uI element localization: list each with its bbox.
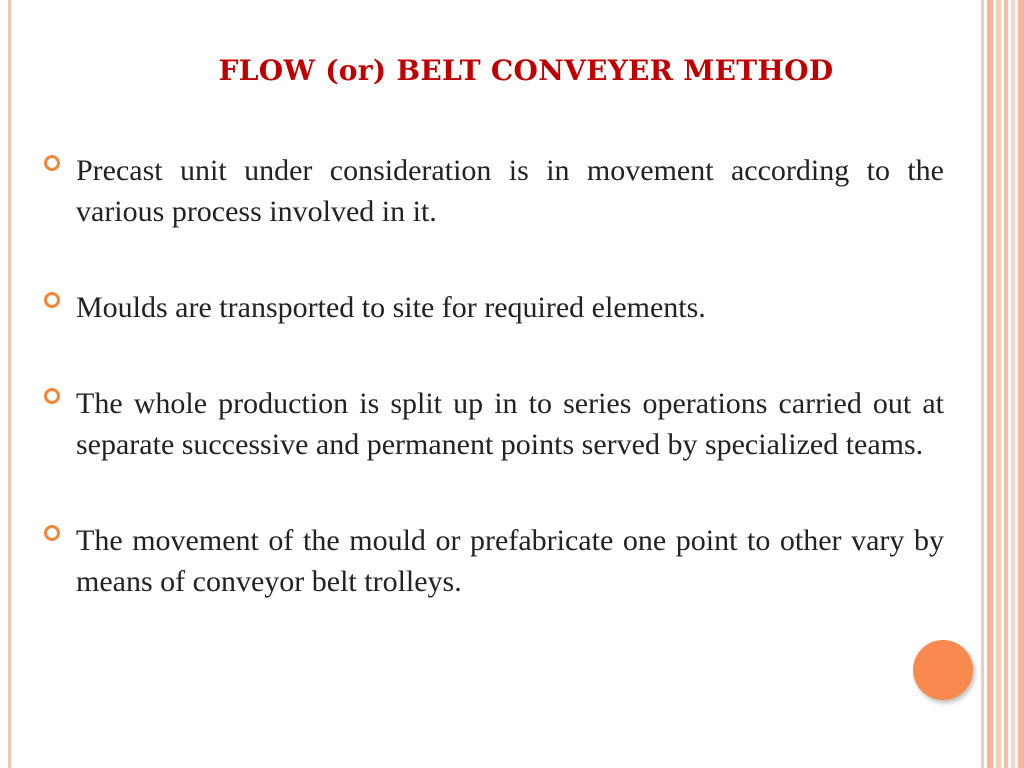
- left-border-line: [8, 0, 11, 768]
- right-decorative-stripe: [987, 0, 993, 768]
- right-decorative-stripe: [1004, 0, 1008, 768]
- bullet-text: The whole production is split up in to series operations carried out at separate successive and permanent points served by specialized teams.: [76, 387, 944, 461]
- right-decorative-stripe: [1011, 0, 1015, 768]
- orange-circle-icon: [913, 640, 973, 700]
- ring-bullet-icon: [44, 155, 66, 171]
- bullet-item: [44, 383, 944, 465]
- bullet-item: [44, 287, 944, 328]
- bullet-text: The movement of the mould or prefabricate one point to other vary by means of conveyor belt trolleys.: [76, 524, 944, 598]
- bullet-list: [44, 150, 944, 602]
- right-decorative-stripe: [1018, 0, 1024, 768]
- right-decorative-stripe: [981, 0, 984, 768]
- ring-bullet-icon: [44, 388, 66, 404]
- slide-title: FLOW (or) BELT CONVEYER METHOD: [218, 54, 834, 87]
- bullet-text: Moulds are transported to site for required elements.: [76, 291, 706, 324]
- bullet-item: [44, 520, 944, 602]
- bullet-item: [44, 150, 944, 232]
- ring-bullet-icon: [44, 525, 66, 541]
- bullet-text: Precast unit under consideration is in movement according to the various process involved in it.: [76, 154, 944, 228]
- right-decorative-stripe: [996, 0, 1001, 768]
- ring-bullet-icon: [44, 292, 66, 308]
